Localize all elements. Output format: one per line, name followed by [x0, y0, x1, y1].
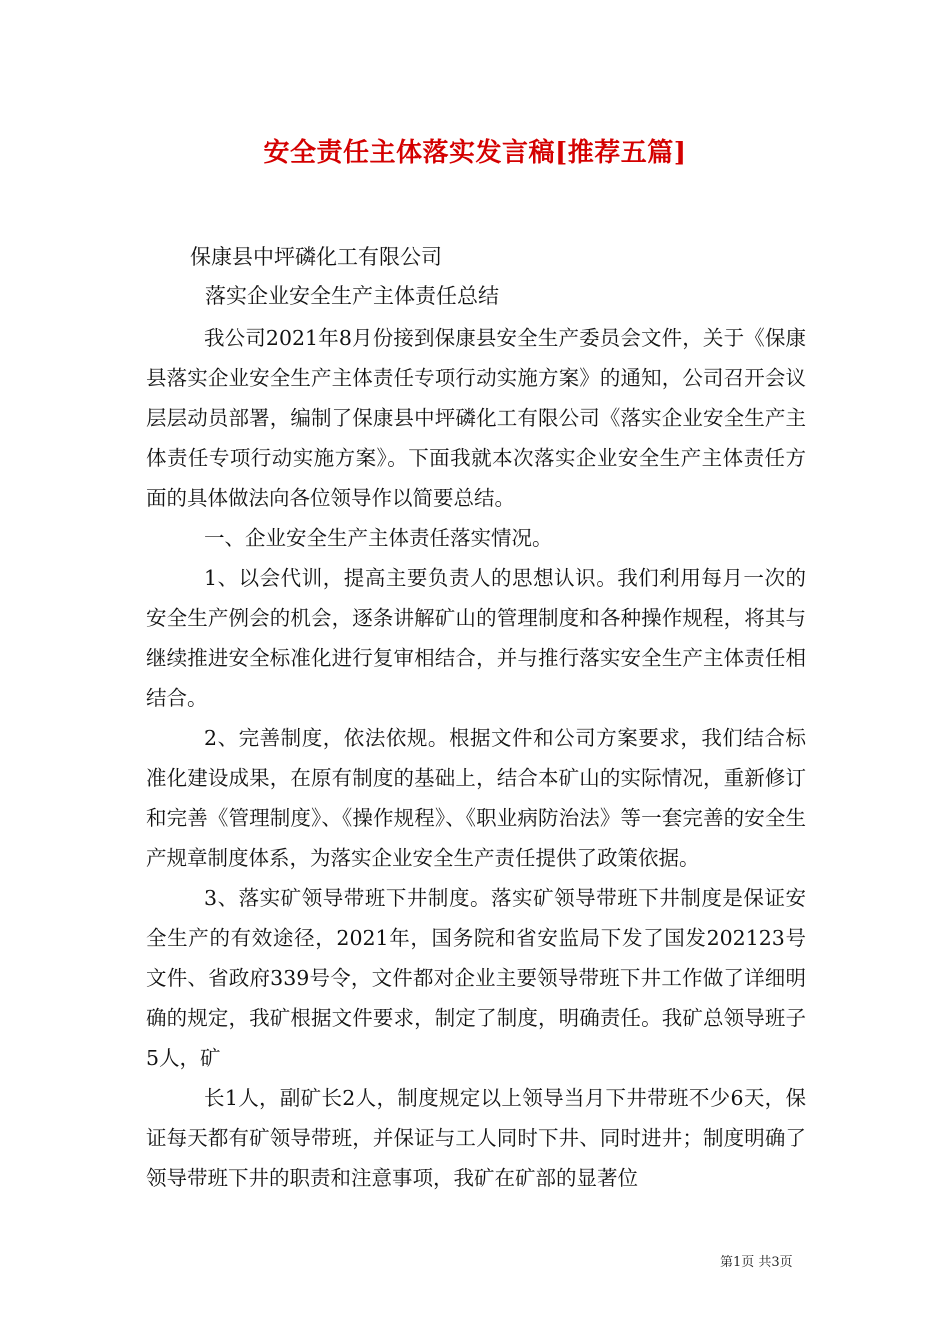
section-heading: 一、企业安全生产主体责任落实情况。 [204, 526, 553, 550]
paragraph: 我公司2021年8月份接到保康县安全生产委员会文件，关于《保康县落实企业安全生产主体责任专项行动实施方案》的通知，公司召开会议层层动员部署，编制了保康县中坪磷化工有限公司《落实企业安全生产主体责任专项行动实施方案》。下面我就本次落实企业安全生产主体责任方面的具体做法向各位领导作以简要总结。 [146, 326, 806, 510]
paragraph: 1、以会代训，提高主要负责人的思想认识。我们利用每月一次的安全生产例会的机会，逐条讲解矿山的管理制度和各种操作规程，将其与继续推进安全标准化进行复审相结合，并与推行落实安全生产主体责任相结合。 [146, 566, 806, 710]
document-title: 安全责任主体落实发言稿[推荐五篇] [263, 138, 687, 168]
company-name: 保康县中坪磷化工有限公司 [190, 245, 442, 269]
paragraph: 2、完善制度，依法依规。根据文件和公司方案要求，我们结合标准化建设成果，在原有制度的基础上，结合本矿山的实际情况，重新修订和完善《管理制度》、《操作规程》、《职业病防治法》等一套完善的安全生产规章制度体系，为落实企业安全生产责任提供了政策依据。 [146, 726, 806, 870]
paragraph: 长1人，副矿长2人，制度规定以上领导当月下井带班不少6天，保证每天都有矿领导带班，并保证与工人同时下井、同时进井；制度明确了领导带班下井的职责和注意事项，我矿在矿部的显著位 [146, 1086, 806, 1190]
page-number: 第1页 共3页 [720, 1255, 793, 1270]
document-body [146, 318, 806, 1198]
document-subtitle: 落实企业安全生产主体责任总结 [205, 284, 499, 308]
paragraph: 3、落实矿领导带班下井制度。落实矿领导带班下井制度是保证安全生产的有效途径，2021年，国务院和省安监局下发了国发202123号文件、省政府339号令，文件都对企业主要领导带班下井工作做了详细明确的规定，我矿根据文件要求，制定了制度，明确责任。我矿总领导班子5人，矿 [146, 886, 806, 1070]
